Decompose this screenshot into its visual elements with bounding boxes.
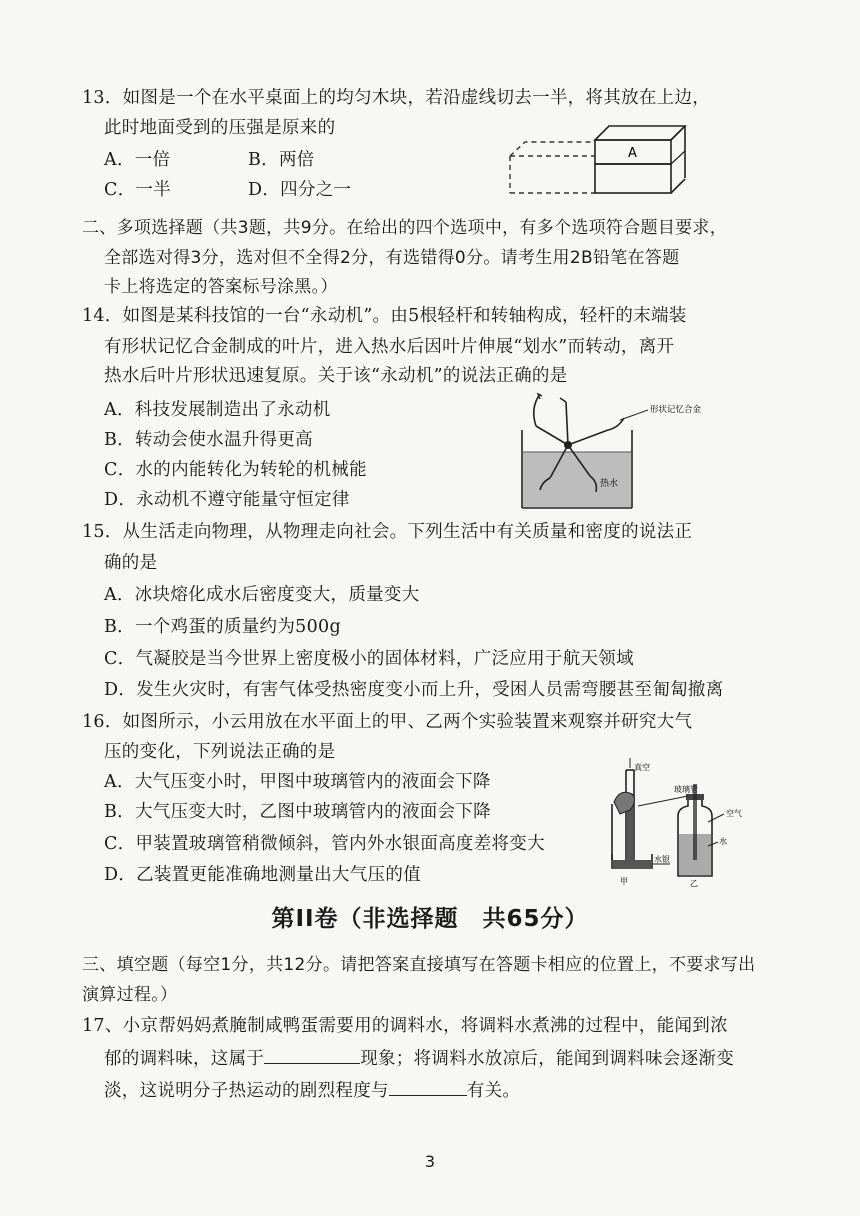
q14-line-3: 热水后叶片形状迅速复原。关于该“永动机”的说法正确的是 bbox=[104, 366, 568, 386]
section2-line-2: 全部选对得3分，选对但不全得2分，有选错得0分。请考生用2B铅笔在答题 bbox=[104, 248, 680, 268]
section3-line-2: 演算过程。） bbox=[82, 985, 178, 1005]
q15-option-c: C．气凝胶是当今世界上密度极小的固体材料，广泛应用于航天领域 bbox=[104, 649, 634, 669]
q14-figure-label-alloy: 形状记忆合金 bbox=[650, 405, 702, 415]
q16-label-water: 水 bbox=[719, 837, 727, 846]
q17-line-2 bbox=[104, 1045, 734, 1070]
q15-option-b: B．一个鸡蛋的质量约为500g bbox=[104, 617, 341, 637]
section2-line-3: 卡上将选定的答案标号涂黑。） bbox=[104, 277, 338, 297]
q15-line-2: 确的是 bbox=[104, 553, 158, 573]
q16-option-d: D．乙装置更能准确地测量出大气压的值 bbox=[104, 865, 421, 885]
q16-label-glass-tube: 玻璃管 bbox=[674, 785, 698, 794]
section3-line-1: 三、填空题（每空1分，共12分。请把答案直接填写在答题卡相应的位置上，不要求写出 bbox=[82, 955, 756, 975]
q14-figure-label-hot-water: 热水 bbox=[600, 479, 619, 489]
q15-option-d: D．发生火灾时，有害气体受热密度变小而上升，受困人员需弯腰甚至匍匐撤离 bbox=[104, 680, 724, 700]
q14-option-c: C．水的内能转化为转轮的机械能 bbox=[104, 460, 367, 480]
q14-line-1: 14．如图是某科技馆的一台“永动机”。由5根轻杆和转轴构成，轻杆的末端装 bbox=[82, 306, 687, 326]
q15-option-a: A．冰块熔化成水后密度变大，质量变大 bbox=[104, 585, 420, 605]
section2-line-1: 二、多项选择题（共3题，共9分。在给出的四个选项中，有多个选项符合题目要求， bbox=[82, 218, 728, 238]
q16-option-a: A．大气压变小时，甲图中玻璃管内的液面会下降 bbox=[104, 772, 491, 792]
q14-line-2: 有形状记忆合金制成的叶片，进入热水后因叶片伸展“划水”而转动，离开 bbox=[104, 337, 675, 357]
q13-option-b: B．两倍 bbox=[248, 150, 315, 170]
q17-line-2-start: 郁的调料味，这属于 bbox=[104, 1049, 265, 1069]
q16-label-yi: 乙 bbox=[690, 879, 698, 888]
q16-line-1: 16．如图所示，小云用放在水平面上的甲、乙两个实验装置来观察并研究大气 bbox=[82, 712, 693, 732]
q16-option-b: B．大气压变大时，乙图中玻璃管内的液面会下降 bbox=[104, 802, 491, 822]
q17-line-3-start: 淡，这说明分子热运动的剧烈程度与 bbox=[104, 1081, 389, 1101]
part2-title: 第II卷（非选择题 共65分） bbox=[271, 906, 589, 932]
q13-wood-block-figure bbox=[505, 118, 705, 203]
q13-figure-label: A bbox=[628, 146, 637, 161]
q17-line-3 bbox=[104, 1077, 520, 1102]
q17-blank-1[interactable] bbox=[264, 1045, 360, 1064]
q16-line-2: 压的变化，下列说法正确的是 bbox=[104, 742, 336, 762]
q14-option-b: B．转动会使水温升得更高 bbox=[104, 430, 313, 450]
q13-option-d: D．四分之一 bbox=[248, 180, 352, 200]
q17-line-2-end: 现象；将调料水放凉后，能闻到调料味会逐渐变 bbox=[360, 1049, 735, 1069]
q13-option-a: A．一倍 bbox=[104, 150, 171, 170]
q17-line-1: 17、小京帮妈妈煮腌制咸鸭蛋需要用的调料水，将调料水煮沸的过程中，能闻到浓 bbox=[82, 1016, 728, 1036]
q13-line-1: 13．如图是一个在水平桌面上的均匀木块，若沿虚线切去一半，将其放在上边， bbox=[82, 88, 711, 108]
q16-label-air: 空气 bbox=[726, 809, 742, 818]
q17-blank-2[interactable] bbox=[389, 1077, 467, 1096]
q13-line-2: 此时地面受到的压强是原来的 bbox=[104, 118, 336, 138]
q16-label-jia: 甲 bbox=[620, 877, 628, 886]
q16-label-mercury: 水银 bbox=[654, 855, 670, 864]
q14-option-a: A．科技发展制造出了永动机 bbox=[104, 400, 331, 420]
q16-label-vacuum: 真空 bbox=[634, 763, 650, 772]
q15-line-1: 15．从生活走向物理，从物理走向社会。下列生活中有关质量和密度的说法正 bbox=[82, 522, 693, 542]
q16-barometer-figure bbox=[608, 764, 758, 888]
q14-option-d: D．永动机不遵守能量守恒定律 bbox=[104, 490, 350, 510]
q17-line-3-end: 有关。 bbox=[466, 1081, 521, 1101]
page-number: 3 bbox=[424, 1152, 436, 1171]
q16-option-c: C．甲装置玻璃管稍微倾斜，管内外水银面高度差将变大 bbox=[104, 834, 545, 854]
q14-perpetual-machine-figure bbox=[520, 390, 700, 512]
q13-option-c: C．一半 bbox=[104, 180, 172, 200]
